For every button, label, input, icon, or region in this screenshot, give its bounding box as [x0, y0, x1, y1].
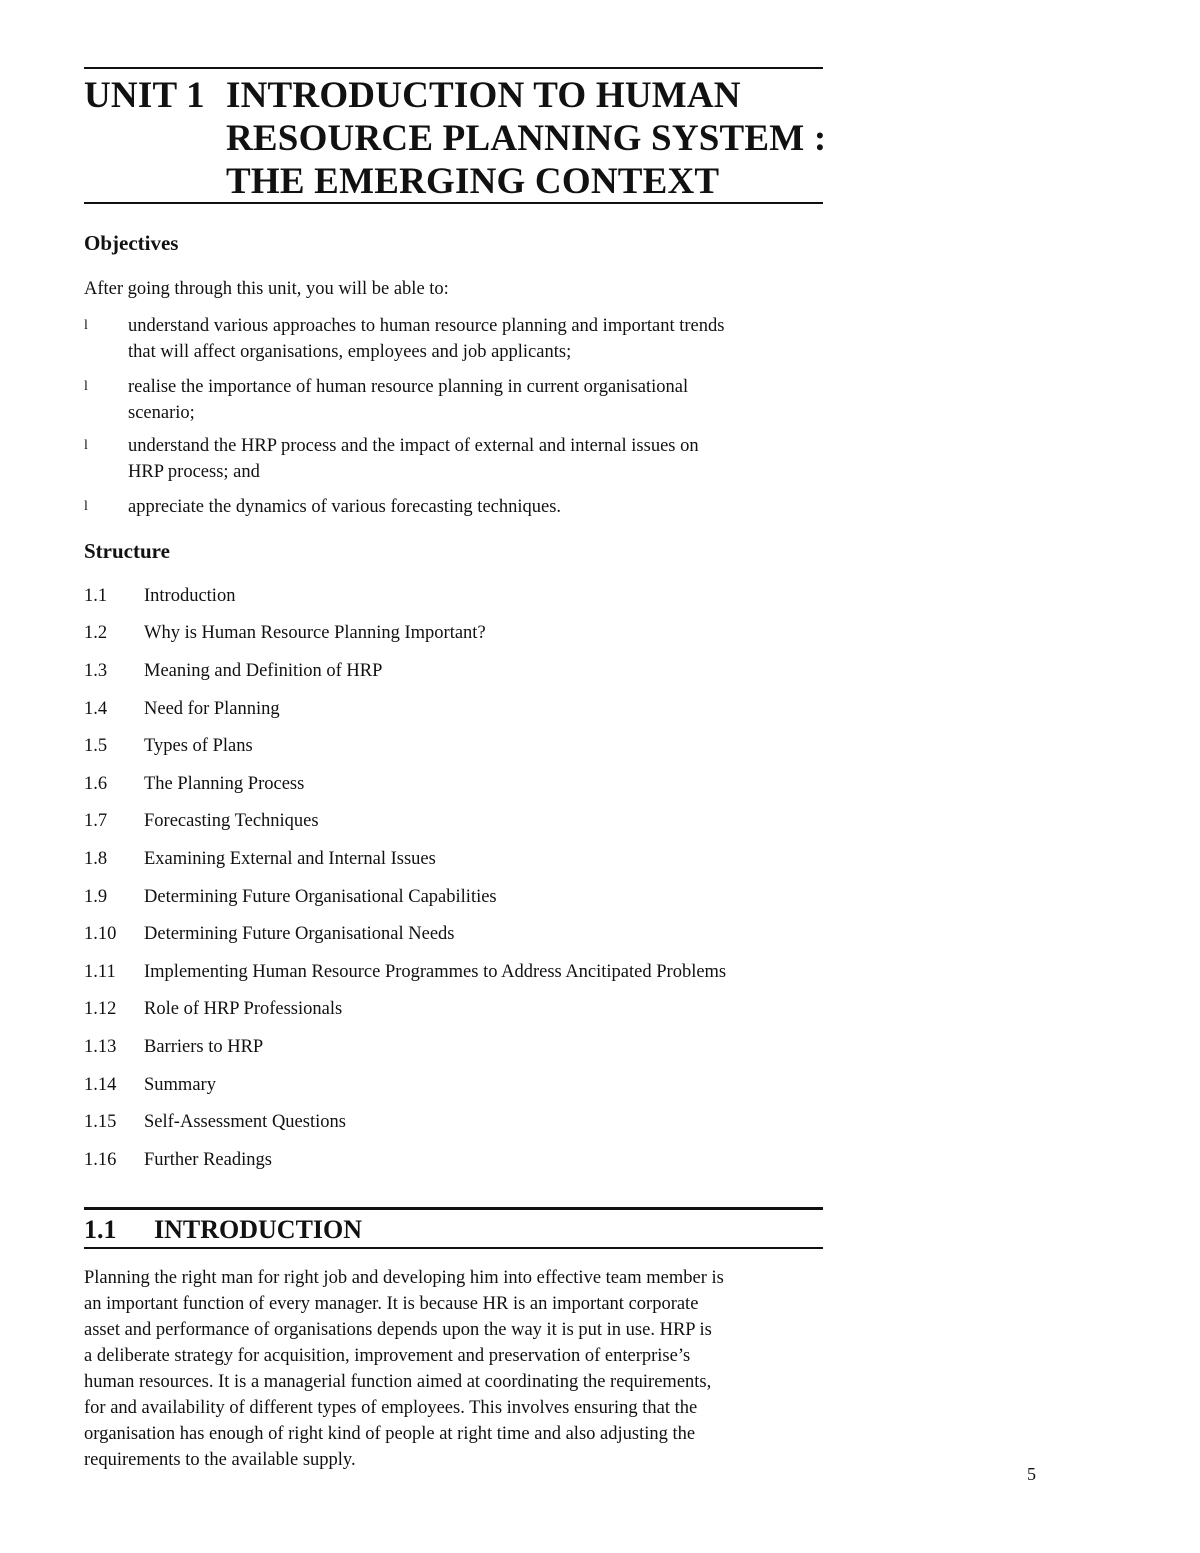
objective-line: realise the importance of human resource planning in current organisational	[128, 377, 689, 397]
objective-line: appreciate the dynamics of various forecasting techniques.	[128, 497, 562, 517]
structure-item-number: 1.16	[84, 1150, 117, 1170]
section-number: 1.1	[84, 1215, 117, 1244]
structure-item-number: 1.8	[84, 849, 108, 869]
unit-label: UNIT 1	[84, 75, 205, 116]
paragraph-line: Planning the right man for right job and developing him into effective team member is	[84, 1268, 724, 1288]
intro-paragraph	[84, 1265, 724, 1473]
title-underline-rule	[84, 202, 823, 204]
paragraph-line: a deliberate strategy for acquisition, improvement and preservation of enterprise’s	[84, 1346, 691, 1366]
structure-item-number: 1.3	[84, 661, 108, 681]
structure-item-label: Types of Plans	[144, 736, 253, 756]
objective-item	[84, 494, 824, 520]
paragraph-line: human resources. It is a managerial function aimed at coordinating the requirements,	[84, 1372, 712, 1392]
objective-line: HRP process; and	[128, 462, 260, 482]
structure-item-number: 1.9	[84, 887, 108, 907]
structure-item-number: 1.12	[84, 999, 117, 1019]
unit-title-line: RESOURCE PLANNING SYSTEM :	[226, 118, 827, 159]
paragraph-line: for and availability of different types of employees. This involves ensuring that the	[84, 1398, 698, 1418]
bullet-icon: l	[84, 379, 88, 394]
objective-line: that will affect organisations, employees and job applicants;	[128, 342, 572, 362]
structure-item-label: Examining External and Internal Issues	[144, 849, 436, 869]
structure-item-label: Meaning and Definition of HRP	[144, 661, 383, 681]
page-number: 5	[1027, 1464, 1036, 1484]
structure-item-number: 1.7	[84, 811, 108, 831]
structure-item-label: Introduction	[144, 586, 236, 606]
structure-item-label: Determining Future Organisational Needs	[144, 924, 455, 944]
bullet-icon: l	[84, 318, 88, 333]
paragraph-line: requirements to the available supply.	[84, 1450, 356, 1470]
structure-item-label: Self-Assessment Questions	[144, 1112, 346, 1132]
structure-item-number: 1.2	[84, 623, 108, 643]
structure-item-number: 1.4	[84, 699, 108, 719]
structure-item-label: Forecasting Techniques	[144, 811, 319, 831]
structure-item-label: Role of HRP Professionals	[144, 999, 343, 1019]
section-bottom-rule	[84, 1247, 823, 1249]
unit-title-line: THE EMERGING CONTEXT	[226, 161, 720, 202]
top-rule	[84, 67, 823, 69]
bullet-icon: l	[84, 438, 88, 453]
structure-item-label: Implementing Human Resource Programmes to Address Ancitipated Problems	[144, 962, 727, 982]
structure-item-number: 1.10	[84, 924, 117, 944]
structure-item-label: Barriers to HRP	[144, 1037, 264, 1057]
objectives-heading: Objectives	[84, 231, 179, 255]
paragraph-line: an important function of every manager. It is because HR is an important corporate	[84, 1294, 699, 1314]
structure-item-number: 1.6	[84, 774, 108, 794]
unit-title-line: INTRODUCTION TO HUMAN	[226, 75, 741, 116]
paragraph-line: asset and performance of organisations depends upon the way it is put in use. HRP is	[84, 1320, 712, 1340]
structure-item-label: Why is Human Resource Planning Important?	[144, 623, 486, 643]
structure-item-label: The Planning Process	[144, 774, 305, 794]
structure-item-label: Determining Future Organisational Capabilities	[144, 887, 497, 907]
structure-heading: Structure	[84, 539, 170, 563]
structure-item-number: 1.13	[84, 1037, 117, 1057]
structure-item-number: 1.11	[84, 962, 116, 982]
bullet-icon: l	[84, 499, 88, 514]
objective-item	[84, 374, 824, 426]
structure-item-label: Further Readings	[144, 1150, 272, 1170]
structure-item-number: 1.15	[84, 1112, 117, 1132]
objectives-intro: After going through this unit, you will be able to:	[84, 279, 449, 299]
structure-item-label: Summary	[144, 1075, 216, 1095]
paragraph-line: organisation has enough of right kind of people at right time and also adjusting the	[84, 1424, 696, 1444]
structure-item-number: 1.5	[84, 736, 108, 756]
structure-item-number: 1.14	[84, 1075, 117, 1095]
section-top-rule	[84, 1207, 823, 1210]
objective-line: understand the HRP process and the impact of external and internal issues on	[128, 436, 699, 456]
objective-item	[84, 313, 824, 365]
section-title: INTRODUCTION	[154, 1215, 363, 1244]
objective-line: understand various approaches to human resource planning and important trends	[128, 316, 725, 336]
structure-item-number: 1.1	[84, 586, 108, 606]
structure-item-label: Need for Planning	[144, 699, 280, 719]
objective-item	[84, 433, 824, 485]
objective-line: scenario;	[128, 403, 195, 423]
